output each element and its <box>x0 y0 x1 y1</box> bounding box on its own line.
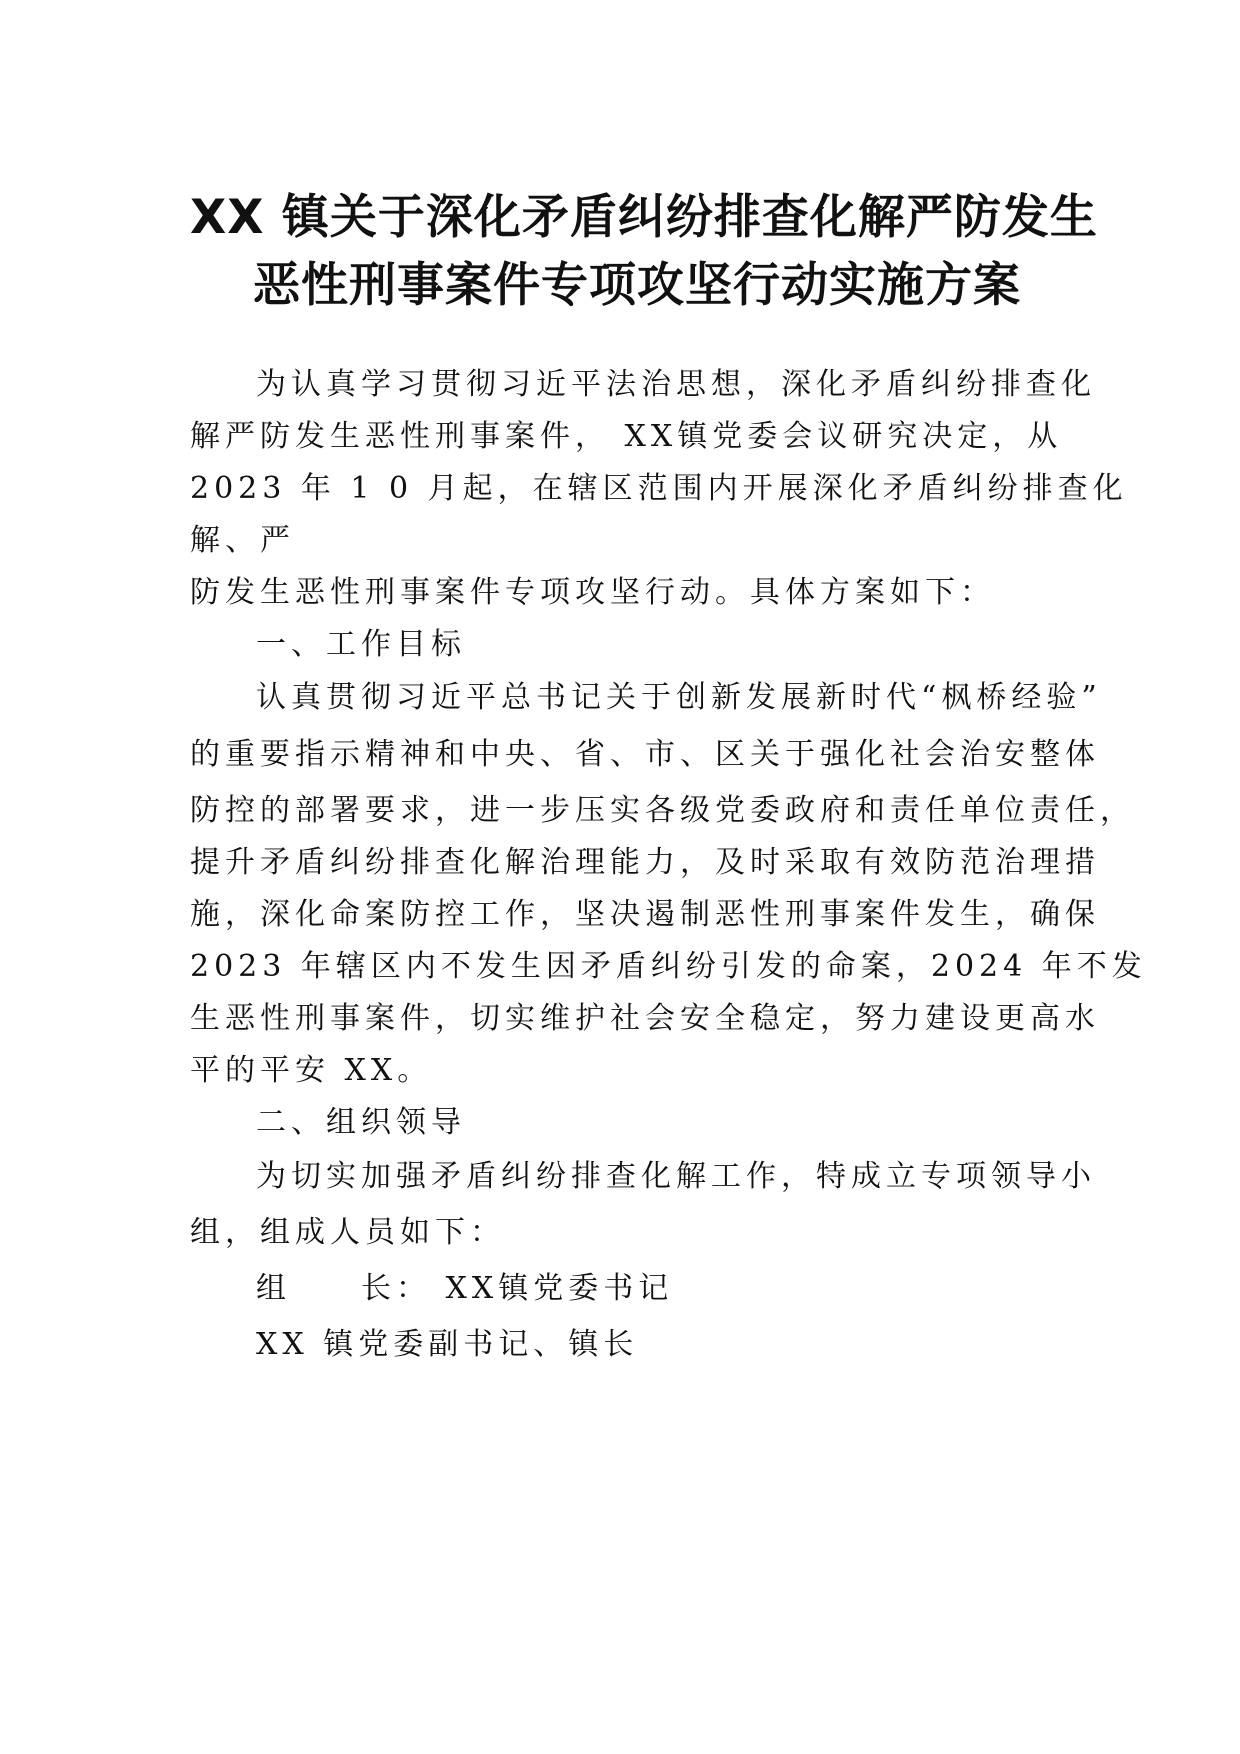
paragraph-line: 解、严 <box>190 523 295 558</box>
paragraph-line: 施，深化命案防控工作，坚决遏制恶性刑事案件发生，确保 <box>190 897 1100 932</box>
group-leader-line: 组 长： XX镇党委书记 <box>256 1271 674 1306</box>
document-title-line-2: 恶性刑事案件专项攻坚行动实施方案 <box>253 258 1021 313</box>
paragraph-line: 组，组成人员如下： <box>190 1215 505 1250</box>
paragraph-line: 平的平安 XX。 <box>190 1053 433 1088</box>
paragraph-line: 认真贯彻习近平总书记关于创新发展新时代“枫桥经验” <box>256 680 1102 715</box>
paragraph-line: 2023 年 1 0 月起，在辖区范围内开展深化矛盾纠纷排查化 <box>190 471 1128 506</box>
paragraph-line: 2023 年辖区内不发生因矛盾纠纷引发的命案，2024 年不发 <box>190 949 1147 984</box>
group-member-line: XX 镇党委副书记、镇长 <box>256 1327 639 1362</box>
paragraph-line: 解严防发生恶性刑事案件， XX镇党委会议研究决定，从 <box>190 419 1063 454</box>
paragraph-line: 防控的部署要求，进一步压实各级党委政府和责任单位责任， <box>190 793 1135 828</box>
document-title-line-1: XX 镇关于深化矛盾纠纷排查化解严防发生 <box>190 190 1098 245</box>
paragraph-line: 的重要指示精神和中央、省、市、区关于强化社会治安整体 <box>190 737 1100 772</box>
paragraph-line: 生恶性刑事案件，切实维护社会安全稳定，努力建设更高水 <box>190 1001 1100 1036</box>
paragraph-line: 提升矛盾纠纷排查化解治理能力，及时采取有效防范治理措 <box>190 845 1100 880</box>
paragraph-line: 防发生恶性刑事案件专项攻坚行动。具体方案如下： <box>190 575 995 610</box>
section-heading: 二、组织领导 <box>256 1105 466 1140</box>
paragraph-line: 为切实加强矛盾纠纷排查化解工作，特成立专项领导小 <box>256 1159 1096 1194</box>
section-heading: 一、工作目标 <box>256 627 466 662</box>
paragraph-line: 为认真学习贯彻习近平法治思想，深化矛盾纠纷排查化 <box>256 367 1096 402</box>
